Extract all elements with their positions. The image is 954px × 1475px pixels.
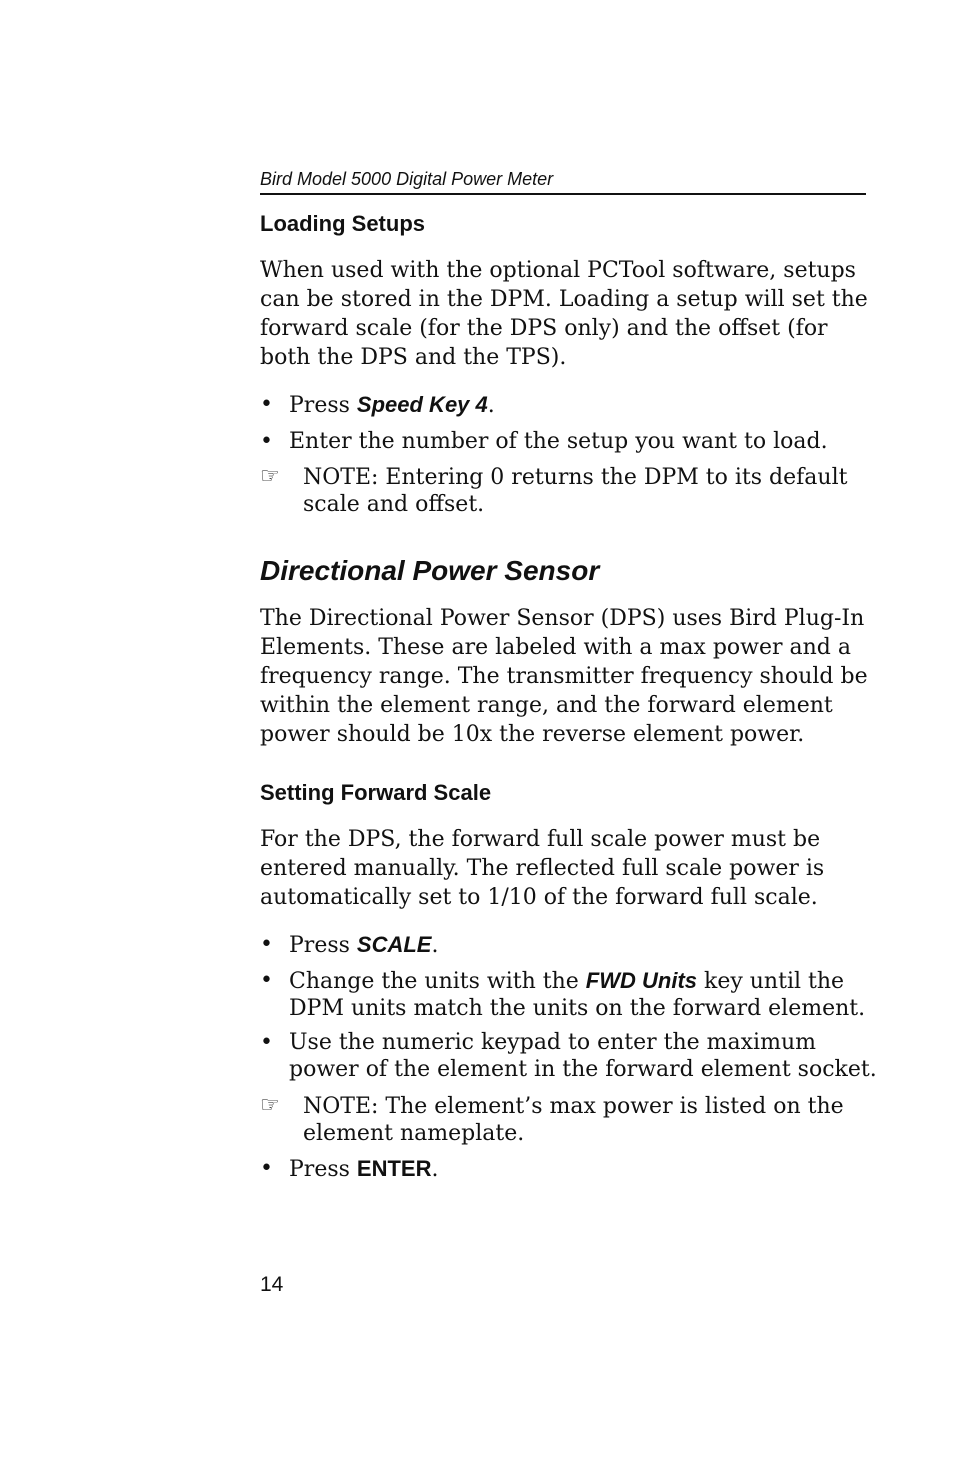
fwd-units-key-label: FWD Units	[585, 968, 697, 993]
paragraph-line: Elements. These are labeled with a max power and a	[260, 635, 852, 660]
paragraph-line: both the DPS and the TPS).	[260, 345, 567, 370]
paragraph-line: frequency range. The transmitter frequency should be	[260, 664, 868, 689]
dps-paragraph	[260, 604, 880, 749]
paragraph-line: forward scale (for the DPS only) and the offset (for	[260, 316, 828, 341]
paragraph-line: For the DPS, the forward full scale power must be	[260, 827, 821, 852]
bullet-punct: .	[487, 393, 495, 418]
bullet-dot: •	[260, 968, 273, 993]
bullet-text: power of the element in the forward element socket.	[289, 1057, 877, 1082]
bullet-dot: •	[260, 932, 273, 957]
paragraph-line: The Directional Power Sensor (DPS) uses Bird Plug-In	[260, 606, 865, 631]
note-line: NOTE: Entering 0 returns the DPM to its default	[303, 465, 848, 490]
bullet-dot: •	[260, 1156, 273, 1181]
speed-key-4-label: Speed Key 4	[356, 392, 488, 417]
bullet-text: Press	[289, 1157, 357, 1182]
bullet-punct: .	[431, 933, 439, 958]
bullet-text: Change the units with the	[289, 969, 586, 994]
note-line: element nameplate.	[303, 1121, 525, 1146]
section-heading-loading-setups: Loading Setups	[260, 211, 425, 236]
enter-key-label: ENTER	[356, 1156, 432, 1181]
bullet-text: Press	[289, 393, 357, 418]
bullet-dot: •	[260, 1030, 273, 1055]
scale-key-label: SCALE	[356, 932, 432, 957]
bullet-text: Use the numeric keypad to enter the maximum	[289, 1030, 816, 1055]
running-header: Bird Model 5000 Digital Power Meter	[260, 169, 866, 195]
paragraph-line: power should be 10x the reverse element power.	[260, 722, 805, 747]
paragraph-line: automatically set to 1/10 of the forward full scale.	[260, 885, 818, 910]
paragraph-line: entered manually. The reflected full scale power is	[260, 856, 825, 881]
bullet-dot: •	[260, 392, 273, 417]
page-number: 14	[260, 1273, 284, 1296]
bullet-text: DPM units match the units on the forward element.	[289, 996, 866, 1021]
paragraph-line: When used with the optional PCTool software, setups	[260, 258, 856, 283]
note-line: NOTE: The element’s max power is listed on the	[303, 1094, 844, 1119]
bullet-text: Press	[289, 933, 357, 958]
bullet-text: key until the	[697, 969, 845, 994]
section-heading-setting-forward-scale: Setting Forward Scale	[260, 780, 492, 805]
loading-setups-paragraph	[260, 256, 880, 372]
paragraph-line: can be stored in the DPM. Loading a setup will set the	[260, 287, 868, 312]
forward-scale-paragraph	[260, 825, 880, 912]
section-heading-directional-power-sensor: Directional Power Sensor	[260, 555, 600, 586]
paragraph-line: within the element range, and the forward element	[260, 693, 833, 718]
note-line: scale and offset.	[303, 492, 485, 517]
bullet-punct: .	[431, 1157, 439, 1182]
bullet-text: Enter the number of the setup you want to load.	[289, 429, 828, 454]
pointing-hand-icon: ☞	[260, 464, 280, 489]
pointing-hand-icon: ☞	[260, 1093, 280, 1118]
bullet-dot: •	[260, 429, 273, 454]
